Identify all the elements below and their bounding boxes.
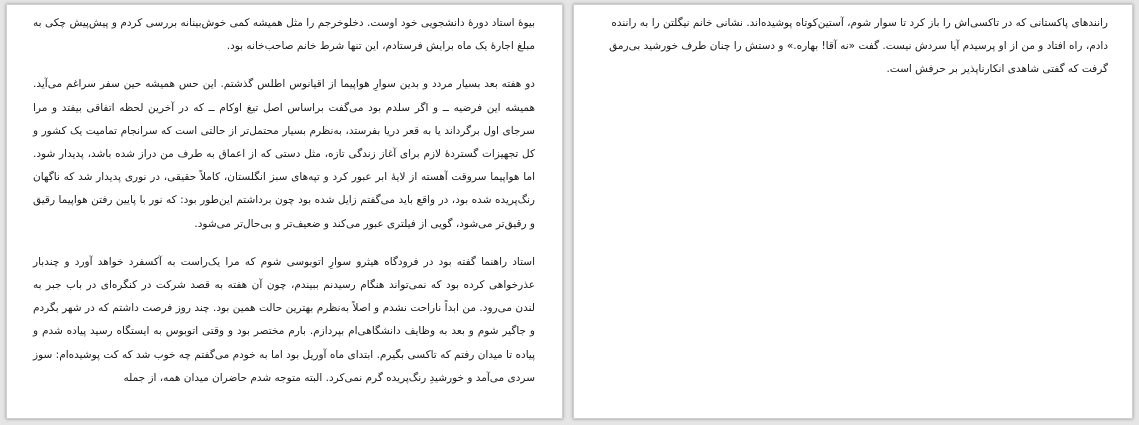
paragraph: استاد راهنما گفته بود در فرودگاه هیثرو سوارِ اتوبوسی شوم که مرا یک‌راست به آکسفرد خواهد آورد و چندبار عذرخواهی کرده بود که نمی‌تواند هنگام رسیدنم ببیندم، چون آن هفته به قصد شرکت در کنگره‌ای در باب جبر به لندن می‌رود. من ابداً ناراحت نشدم و اصلاً به‌نظرم بهترین حالت همین بود. چند روز فرصت داشتم که در شهر بگردم و جاگیر شوم و بعد به وظایف دانشگاهی‌ام بپردازم. بارم مختصر بود و وقتی اتوبوس به ایستگاه رسید پیاده شدم و پیاده تا میدان رفتم که تاکسی بگیرم. ابتدای ماه آوریل بود اما به خودم می‌گفتم چه خوب شد که کت پوشیده‌ام: سوز سردی می‌آمد و خورشیدِ رنگ‌پریده گرم نمی‌کرد. البته متوجه شدم حاضران میدان همه، از جمله xyxy=(33,255,535,384)
paragraph: رانندهای پاکستانی که در تاکسی‌اش را باز کرد تا سوار شوم، آستین‌کوتاه پوشیده‌اند. نشانی خانم نیگلتن را به راننده دادم، راه افتاد و من از او پرسیدم آیا سردش نیست. گفت «نه آقا! بهاره.» و دستش را چنان طرف خورشید بی‌رمق گرفت که گفتی شاهدی انکارناپذیر بر حرفش است. xyxy=(609,17,1108,76)
paragraph: دو هفته بعد بسیار مردد و بدین سوارِ هواپیما از اقیانوس اطلس گذشتم. این حس همیشه حین سفر سراغم می‌آید. همیشه این فرضیه ــ و اگر سلدم بود می‌گفت براساس اصل تیغ اوکام ــ که در آخرین لحظه اتفاقی بیفتد و مرا سرجای اول برگرداند یا به قعر دریا بفرستد، به‌نظرم بسیار محتمل‌تر از حالتی است که سرانجام تمامیت یک کشور و کل تجهیزات گستردهٔ لازم برای آغاز زندگی تازه، مثل دستی که از اعماق به طرف من دراز شده باشد، پدیدار شود. اما هواپیما سروقت آهسته از لایهٔ ابر عبور کرد و تپه‌های سبز انگلستان، کاملاً حقیقی، در نوری پدیدار شد که ناگهان رنگ‌پریده شده بود، در واقع باید می‌گفتم زایل شده بود چون برداشتم این‌طور بود: که نور با پایین رفتن هواپیما رقیق و رقیق‌تر می‌شود، گویی از فیلتری عبور می‌کند و ضعیف‌تر و بی‌حال‌تر می‌شود. xyxy=(33,78,535,230)
paragraph: بیوهٔ استاد دورهٔ دانشجویی خود اوست. دخلوخرجم را مثل همیشه کمی خوش‌بینانه بررسی کردم و پیش‌پیش چکی به مبلغ اجارهٔ یک ماه برایش فرستادم، این تنها شرط خانم صاحب‌خانه بود. xyxy=(33,17,535,53)
right-page xyxy=(573,4,1133,419)
left-page-text xyxy=(33,12,535,405)
left-page xyxy=(6,4,563,419)
right-page-text xyxy=(600,12,1108,97)
